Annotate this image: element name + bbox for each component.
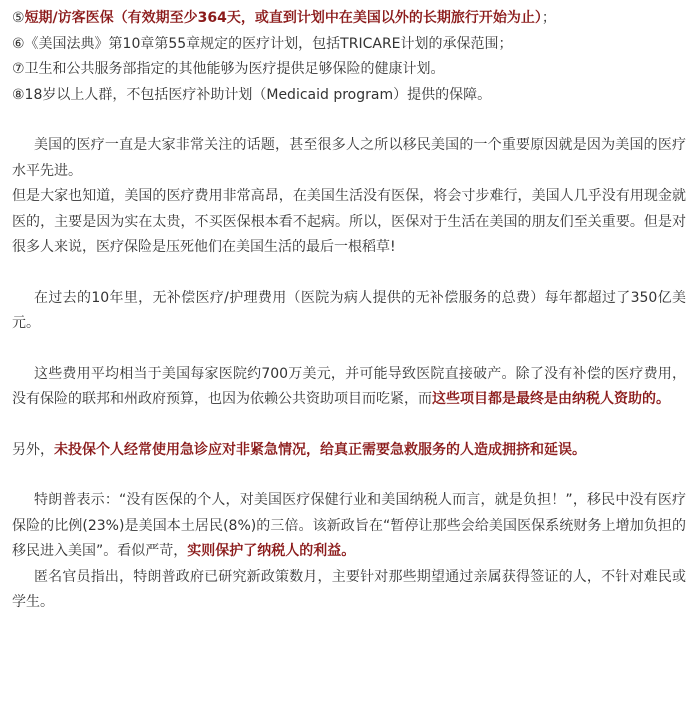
paragraph-7 (12, 565, 686, 616)
list-item-5-suffix: ； (541, 10, 556, 26)
paragraph-4 (12, 362, 686, 413)
list-item-6: ⑥《美国法典》第10章第55章规定的医疗计划，包括TRICARE计划的承保范围； (12, 35, 513, 52)
paragraph-5-bold: 未投保个人经常使用急诊应对非紧急情况，给真正需要急救服务的人造成拥挤和延误。 (54, 441, 586, 458)
paragraph-5 (12, 438, 686, 464)
paragraph-1 (12, 133, 686, 184)
list-item-5 (12, 6, 686, 32)
list-item-5-bold: 短期/访客医保（有效期至少364天，或直到计划中在美国以外的长期旅行开始为止） (24, 10, 542, 26)
paragraph-4-bold: 这些项目都是最终是由纳税人资助的。 (432, 391, 670, 407)
paragraph-7-text: 匿名官员指出，特朗普政府已研究新政策数月，主要针对那些期望通过亲属获得签证的人，不针对难民或学生。 (12, 568, 686, 610)
paragraph-5-text: 另外， (12, 441, 54, 458)
paragraph-2: 但是大家也知道，美国的医疗费用非常高昂，在美国生活没有医保，将会寸步难行，美国人几乎没有用现金就医的，主要是因为实在太贵，不买医保根本看不起病。所以，医保对于生活在美国的朋友们至关重要。但是对很多人来说，医疗保险是压死他们在美国生活的最后一根稻草! (12, 188, 686, 255)
paragraph-6 (12, 488, 686, 565)
paragraph-6-text: 特朗普表示：“没有医保的个人，对美国医疗保健行业和美国纳税人而言，就是负担！”，移民中没有医疗保险的比例(23%)是美国本土居民(8%)的三倍。该新政旨在“暂停让那些会给美国医保系统财务上增加负担的移民进入美国”。看似严苛， (12, 492, 686, 559)
paragraph-3 (12, 286, 686, 337)
article-body (12, 6, 686, 616)
paragraph-4-text: 这些费用平均相当于美国每家医院约700万美元，并可能导致医院直接破产。除了没有补偿的医疗费用，没有保险的联邦和州政府预算，也因为依赖公共资助项目而吃紧，而 (12, 365, 686, 407)
paragraph-3-text: 在过去的10年里，无补偿医疗/护理费用（医院为病人提供的无补偿服务的总费）每年都超过了350亿美元。 (12, 289, 686, 331)
list-item-8: ⑧18岁以上人群，不包括医疗补助计划（Medicaid program）提供的保障。 (12, 86, 492, 103)
paragraph-6-bold: 实则保护了纳税人的利益。 (187, 543, 356, 559)
list-item-5-prefix: ⑤ (12, 10, 25, 26)
list-item-7: ⑦卫生和公共服务部指定的其他能够为医疗提供足够保险的健康计划。 (12, 61, 445, 77)
paragraph-1-text: 美国的医疗一直是大家非常关注的话题，甚至很多人之所以移民美国的一个重要原因就是因为美国的医疗水平先进。 (12, 137, 686, 179)
